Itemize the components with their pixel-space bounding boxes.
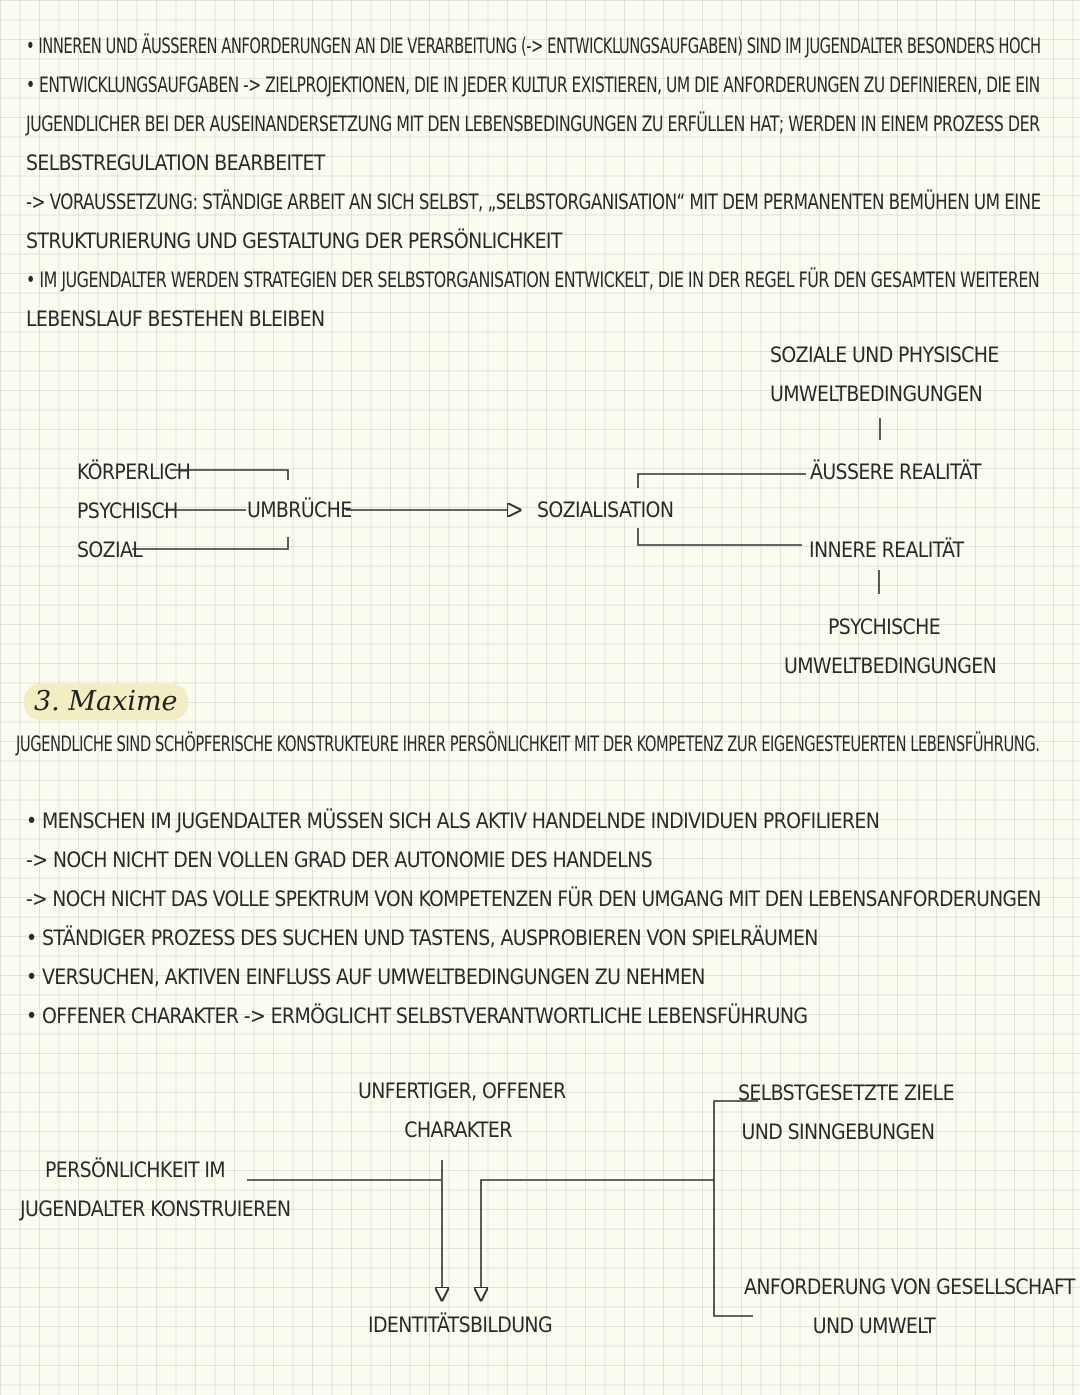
maxime-heading: 3. Maxime: [24, 684, 188, 720]
label-unfertiger: UNFERTIGER, OFFENER: [358, 1079, 566, 1103]
label-sinngebungen: UND SINNGEBUNGEN: [741, 1120, 935, 1144]
label-psychische: PSYCHISCHE: [827, 615, 941, 639]
note-line: STRUKTURIERUNG UND GESTALTUNG DER PERSÖNLICHKEIT: [26, 229, 562, 253]
maxime-statement: JUGENDLICHE SIND SCHÖPFERISCHE KONSTRUKTEURE IHRER PERSÖNLICHKEIT MIT DER KOMPETENZ ZUR EIGENGESTEUERTEN LEBENSFÜHRUNG.: [16, 732, 1040, 756]
connector-aeussere: [638, 474, 806, 488]
note-line: JUGENDLICHER BEI DER AUSEINANDERSETZUNG MIT DEN LEBENSBEDINGUNGEN ZU ERFÜLLEN HAT; WERDEN IN EINEM PROZESS DER: [26, 112, 1040, 136]
note-line: • VERSUCHEN, AKTIVEN EINFLUSS AUF UMWELTBEDINGUNGEN ZU NEHMEN: [26, 965, 705, 989]
label-soziale-physische: SOZIALE UND PHYSISCHE: [770, 343, 999, 367]
connector-sozial: [132, 537, 288, 549]
connector-innere: [638, 528, 802, 545]
note-line: • MENSCHEN IM JUGENDALTER MÜSSEN SICH ALS AKTIV HANDELNDE INDIVIDUEN PROFILIEREN: [26, 809, 880, 833]
note-line: SELBSTREGULATION BEARBEITET: [26, 151, 325, 175]
label-sozialisation: SOZIALISATION: [537, 498, 674, 522]
label-identitaetsbildung: IDENTITÄTSBILDUNG: [367, 1313, 553, 1337]
label-jugendalter-konstruieren: JUGENDALTER KONSTRUIEREN: [20, 1197, 291, 1221]
note-line: -> VORAUSSETZUNG: STÄNDIGE ARBEIT AN SICH SELBST, „SELBSTORGANISATION“ MIT DEM PERMANENTEN BEMÜHEN UM EINE: [26, 190, 1041, 214]
note-line: • ENTWICKLUNGSAUFGABEN -> ZIELPROJEKTIONEN, DIE IN JEDER KULTUR EXISTIEREN, UM DIE ANFORDERUNGEN ZU DEFINIEREN, DIE EIN: [26, 73, 1040, 97]
note-line: • IM JUGENDALTER WERDEN STRATEGIEN DER SELBSTORGANISATION ENTWICKELT, DIE IN DER REGEL FÜR DEN GESAMTEN WEITEREN: [26, 268, 1040, 292]
label-aeussere-realitaet: ÄUSSERE REALITÄT: [810, 460, 981, 484]
label-koerperlich: KÖRPERLICH: [77, 460, 191, 484]
label-umbrueche: UMBRÜCHE: [247, 498, 352, 522]
note-line: LEBENSLAUF BESTEHEN BLEIBEN: [26, 307, 325, 331]
label-selbstgesetzte: SELBSTGESETZTE ZIELE: [738, 1081, 954, 1105]
label-innere-realitaet: INNERE REALITÄT: [809, 538, 964, 562]
note-line: • OFFENER CHARAKTER -> ERMÖGLICHT SELBSTVERANTWORTLICHE LEBENSFÜHRUNG: [26, 1004, 808, 1028]
note-line: -> NOCH NICHT DEN VOLLEN GRAD DER AUTONOMIE DES HANDELNS: [26, 848, 653, 872]
label-umweltbedingungen-2: UMWELTBEDINGUNGEN: [784, 654, 997, 678]
label-psychisch: PSYCHISCH: [77, 499, 178, 523]
arrow-right-branch: [481, 1180, 714, 1300]
label-umwelt: UND UMWELT: [812, 1314, 936, 1338]
label-anforderung: ANFORDERUNG VON GESELLSCHAFT: [744, 1275, 1075, 1299]
label-umweltbedingungen-1: UMWELTBEDINGUNGEN: [770, 382, 983, 406]
label-sozial: SOZIAL: [77, 538, 143, 562]
label-persoenlichkeit: PERSÖNLICHKEIT IM: [44, 1158, 226, 1182]
note-line: • STÄNDIGER PROZESS DES SUCHEN UND TASTENS, AUSPROBIEREN VON SPIELRÄUMEN: [26, 926, 818, 950]
label-charakter: CHARAKTER: [404, 1118, 512, 1142]
note-line: -> NOCH NICHT DAS VOLLE SPEKTRUM VON KOMPETENZEN FÜR DEN UMGANG MIT DEN LEBENSANFORDERUNGEN: [26, 887, 1041, 911]
note-line: • INNEREN UND ÄUSSEREN ANFORDERUNGEN AN DIE VERARBEITUNG (-> ENTWICKLUNGSAUFGABEN) SIND IM JUGENDALTER BESONDERS HOCH: [26, 34, 1041, 58]
